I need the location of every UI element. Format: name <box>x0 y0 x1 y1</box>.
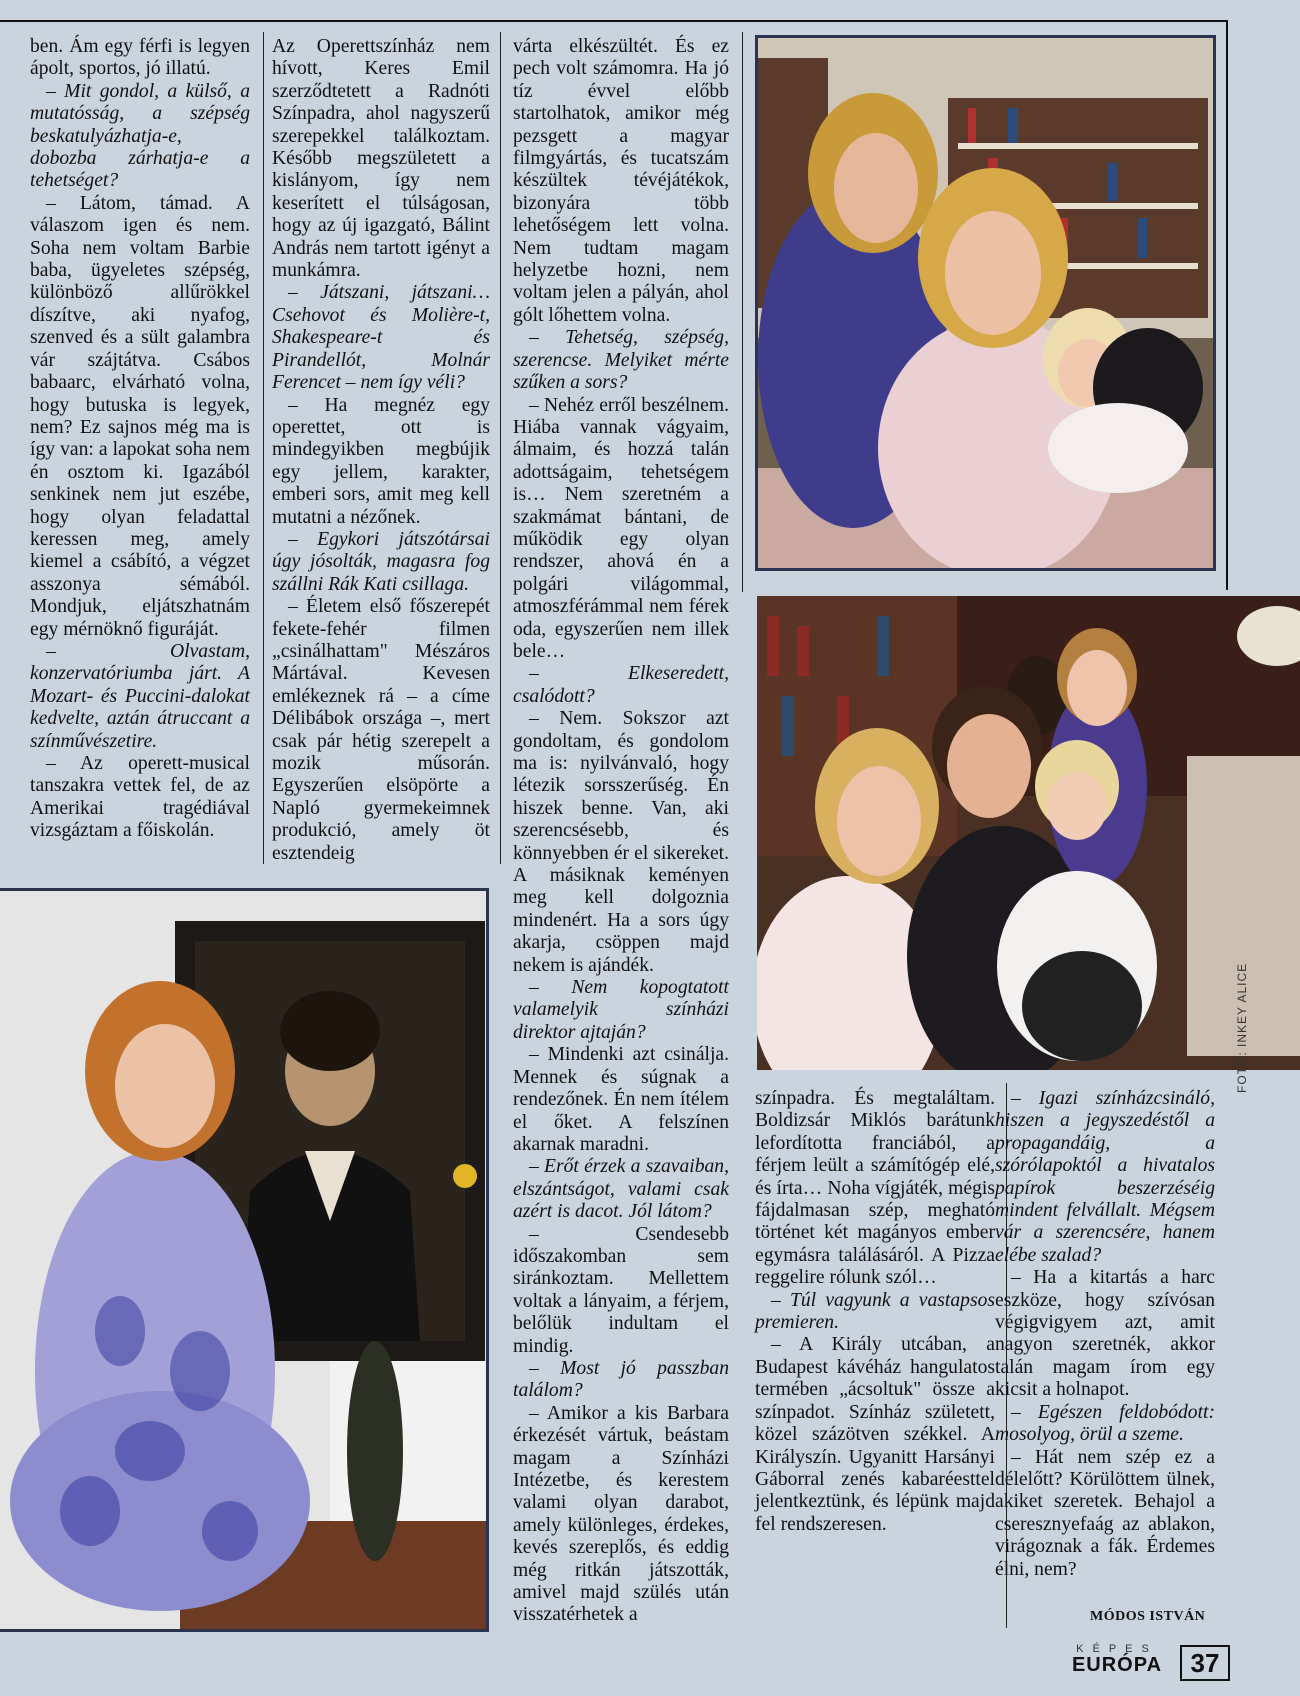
question-paragraph: – Túl vagyunk a vastapsos premieren. <box>755 1289 995 1334</box>
question-paragraph: – Olvastam, konzervatóriumba járt. A Mozart- és Puccini-dalokat kedvelte, aztán átruccant a színművészetire. <box>30 640 250 752</box>
answer-paragraph: várta elkészültét. És ez pech volt számomra. Ha jó tíz évvel előbb startolhatok, amikor még pezsgett a magyar filmgyártás, és tucatszám készültek tévéjátékok, bizonyára több lehetőségem lett volna. Nem tudtam magam helyzetbe hozni, nem voltam jelen a pályán, ahol gólt lőhettem volna. <box>513 36 729 326</box>
answer-paragraph: – Életem első főszerepét fekete-fehér filmen „csinálhattam" Mészáros Mártával. Kevesen emlékeznek rá – a címe Délibábok országa –, mert csak pár hétig szerepelt a mozik műsorán. Egyszerűen elsöpörte a Napló gyermekeimnek produkció, amely öt esztendeig <box>272 596 490 864</box>
family-photo-top <box>755 35 1216 571</box>
page-number: 37 <box>1180 1645 1230 1681</box>
article-column-2 <box>272 36 490 865</box>
question-paragraph: – Mit gondol, a külső, a mutatósság, a szépség beskatulyázhatja-e, dobozba zárhatja-e a tehetséget? <box>30 80 250 192</box>
answer-paragraph: – Nehéz erről beszélnem. Hiába vannak vágyaim, álmaim, és hozzá talán adottságaim, tehetségem is… Nem szeretném a szakmámat bántani, de működik egy olyan rendszer, ahová én a polgári világommal, atmoszférámmal nem férek oda, egyszerűen nem illek bele… <box>513 394 729 662</box>
article-column-4 <box>755 1088 995 1536</box>
answer-paragraph: – Hát nem szép ez a délelőtt? Körülöttem ülnek, akiket szeretek. Behajol a cseresznyefaág az ablakon, virágoznak a fák. Érdemes élni, nem? <box>995 1446 1215 1580</box>
answer-paragraph: színpadra. És megtaláltam. Boldizsár Miklós barátunk lefordította franciából, a férjem leült a számítógép elé, és írta… Noha vígjáték, mégis fájdalmasan szép, megható történet két magányos ember egymásra találásáról. A Pizza reggelire rólunk szól… <box>755 1088 995 1289</box>
family-photo-bottom <box>757 596 1300 1070</box>
article-column-3 <box>513 36 729 1627</box>
answer-paragraph: – Ha megnéz egy operettet, ott is mindegyikben megbújik egy jellem, karakter, emberi sors, amit meg kell mutatni a nézőnek. <box>272 394 490 528</box>
answer-paragraph: – Az operett-musical tanszakra vettek fel, de az Amerikai tragédiával vizsgáztam a főiskolán. <box>30 753 250 842</box>
answer-paragraph: – Ha a kitartás a harc eszköze, hogy szívósan végigvigyem azt, amit nagyon szeretnék, akkor talán magam írom egy kicsit a holnapot. <box>995 1267 1215 1401</box>
question-paragraph: – Nem kopogtatott valamelyik színházi direktor ajtaján? <box>513 977 729 1043</box>
magazine-logo-bottom: EURÓPA <box>1071 1654 1163 1676</box>
question-paragraph: – Tehetség, szépség, szerencse. Melyiket mérte szűken a sors? <box>513 327 729 394</box>
column-rule <box>742 32 743 592</box>
answer-paragraph: – Mindenki azt csinálja. Mennek és súgnak a rendezőnek. Én nem ítélem el őket. A felszínen akarnak maradni. <box>513 1044 729 1155</box>
answer-paragraph: – Nem. Sokszor azt gondoltam, és gondolom ma is: nyilvánvaló, hogy létezik sorsszerűség. Én hiszek benne. Van, aki szerencsésebb, és könnyebben ér el sikereket. A másiknak keményen meg kell dolgoznia mindenért. Ha a sors úgy akarja, csöppen majd nekem is ajándék. <box>513 708 729 976</box>
column-rule <box>263 32 264 864</box>
right-border <box>1226 20 1228 590</box>
question-paragraph: – Elkeseredett, csalódott? <box>513 663 729 707</box>
answer-paragraph: – Látom, támad. A válaszom igen és nem. Soha nem voltam Barbie baba, ügyeletes szépség, különböző allűrökkel díszítve, aki nyafog, szenved és a sült galambra vár szájtátva. Csábos babaarc, elvárható volna, hogy butuska is legyek, nem? Ez sajnos még ma is így van: a lapokat soha nem én osztom ki. Igazából senkinek nem jut eszébe, hogy olyan feladattal keressen meg, amely kiemel a csábító, a végzet asszonya sémából. Mondjuk, eljátszhatnám egy mérnöknő figuráját. <box>30 192 250 640</box>
magazine-logo <box>1062 1644 1172 1675</box>
question-paragraph: – Egykori játszótársai úgy jósolták, magasra fog szállni Rák Kati csillaga. <box>272 528 490 595</box>
question-paragraph: – Erőt érzek a szavaiban, elszántságot, valami csak azért is dacot. Jól látom? <box>513 1156 729 1223</box>
question-paragraph: – Most jó passzban találom? <box>513 1357 729 1402</box>
article-column-1 <box>30 36 250 843</box>
portrait-photo <box>0 888 489 1632</box>
author-byline: MÓDOS ISTVÁN <box>1090 1609 1206 1624</box>
question-paragraph: – Igazi színházcsináló, hiszen a jegyszedéstől a propagandáig, a szórólapoktól a hivatalos papírok beszerzéséig mindent felvállalt. Mégsem vár a szerencsére, hanem elébe szalad? <box>995 1088 1215 1266</box>
article-column-5 <box>995 1088 1215 1581</box>
photo-credit: FOTÓ: INKEY ALICE <box>1235 962 1249 1093</box>
column-rule <box>500 32 501 864</box>
answer-paragraph: – A Király utcában, a Budapest kávéház hangulatos termében „ácsoltuk" össze a színpadot. Színház született, közel százötven székkel. A Királyszín. Ugyanitt Harsányi Gáborral zenés kabaréesttel jelentkeztünk, és lépünk majd fel rendszeresen. <box>755 1334 995 1535</box>
answer-paragraph: ben. Ám egy férfi is legyen ápolt, sportos, jó illatú. <box>30 36 250 80</box>
question-paragraph: – Játszani, játszani… Csehovot és Molière-t, Shakespeare-t és Pirandellót, Molnár Ferencet – nem így véli? <box>272 282 490 394</box>
answer-paragraph: – Amikor a kis Barbara érkezését vártuk, beástam magam a Színházi Intézetbe, és kerestem valami olyan darabot, amely különleges, érdekes, kevés szereplős, és eddig még ritkán játszották, amivel majd szülés után visszatérhetek a <box>513 1402 729 1626</box>
answer-paragraph: – Csendesebb időszakomban sem siránkoztam. Mellettem voltak a lányaim, a férjem, belőlük indultam el mindig. <box>513 1223 729 1357</box>
answer-paragraph: Az Operettszínház nem hívott, Keres Emil szerződtetett a Radnóti Színpadra, ahol nagyszerű szerepekkel találkoztam. Később megszületett a kislányom, így nem keserített el túlságosan, hogy az új igazgató, Bálint András nem tartott igényt a munkámra. <box>272 36 490 282</box>
question-paragraph: – Egészen feldobódott: mosolyog, örül a szeme. <box>995 1401 1215 1446</box>
magazine-logo-top: KÉPES <box>1076 1643 1158 1655</box>
top-border <box>0 20 1228 22</box>
